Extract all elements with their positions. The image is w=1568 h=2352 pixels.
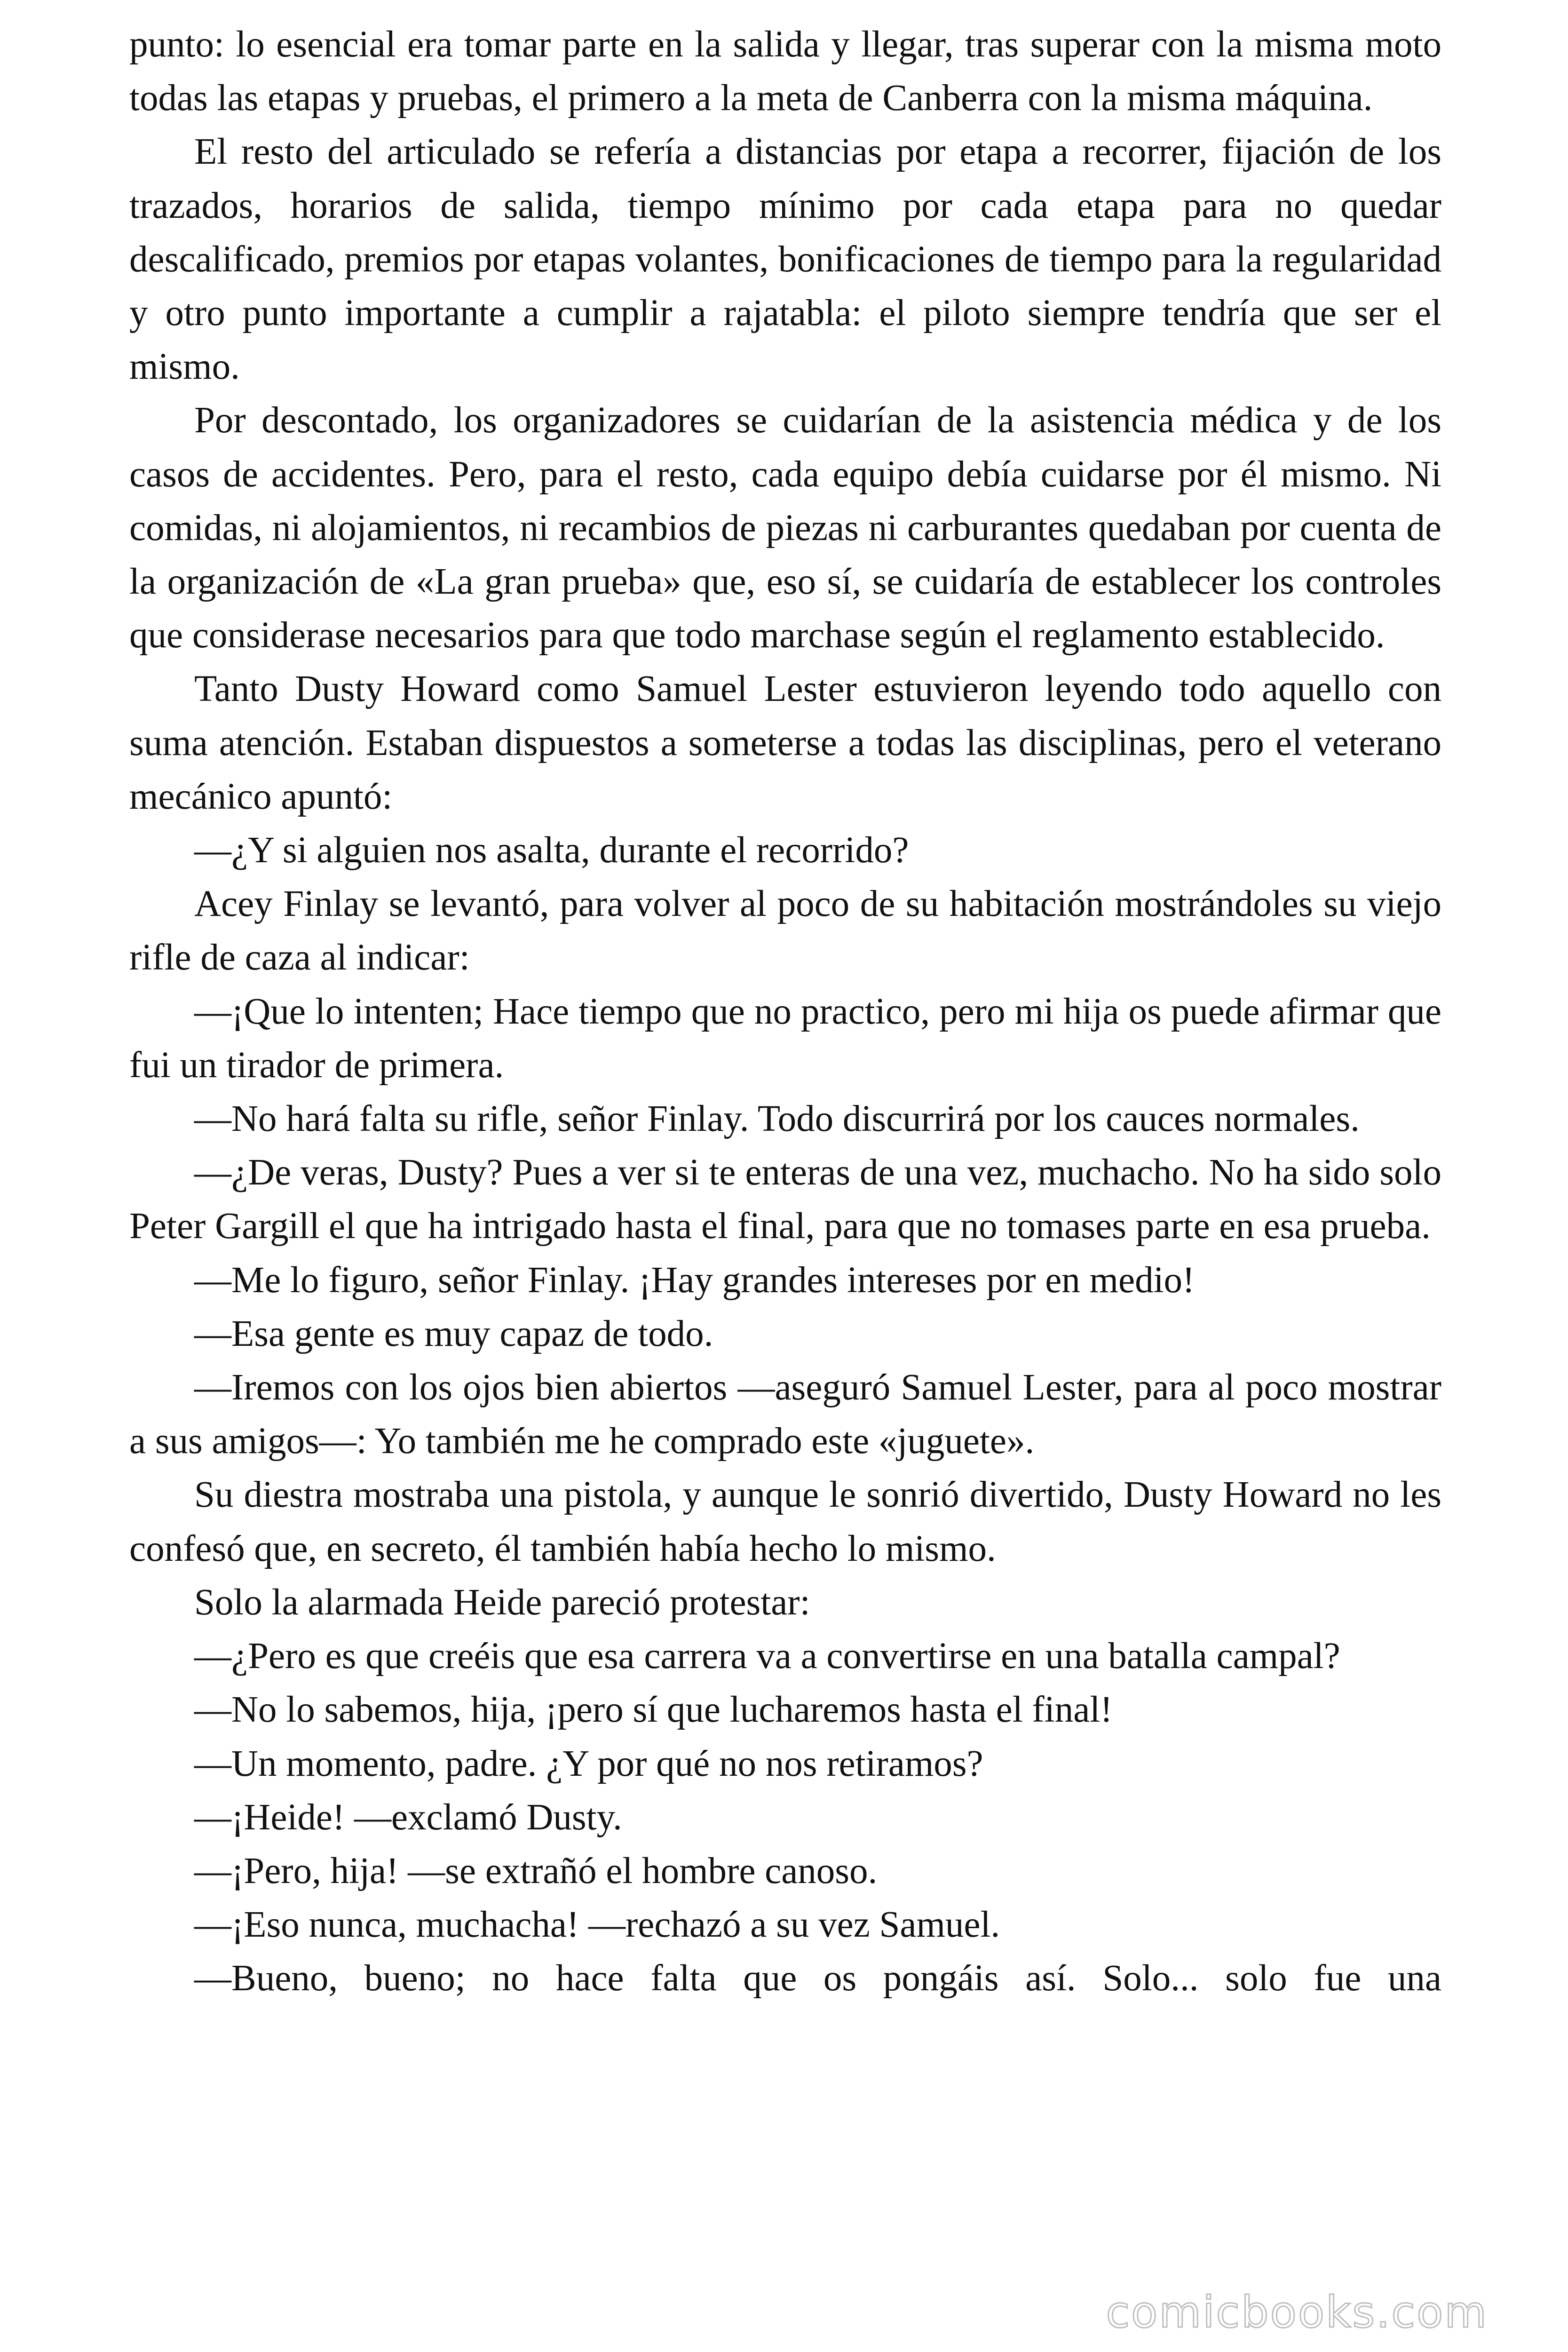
paragraph: —No lo sabemos, hija, ¡pero sí que lucharemos hasta el final! (194, 1689, 1113, 1731)
watermark: comicbooks.com (1106, 2287, 1488, 2337)
paragraph: —¿De veras, Dusty? Pues a ver si te enteras de una vez, muchacho. No ha sido solo Peter Gargill el que ha intrigado hasta el final, para que no tomases parte en esa prueba. (129, 1152, 1441, 1247)
paragraph: Su diestra mostraba una pistola, y aunque le sonrió divertido, Dusty Howard no les confesó que, en secreto, él también había hecho lo mismo. (129, 1474, 1441, 1569)
paragraph: —¡Eso nunca, muchacha! —rechazó a su vez Samuel. (194, 1904, 1000, 1946)
paragraph: —Iremos con los ojos bien abiertos —aseguró Samuel Lester, para al poco mostrar a sus amigos—: Yo también me he comprado este «juguete». (129, 1367, 1441, 1462)
paragraph: —¡Pero, hija! —se extrañó el hombre canoso. (194, 1850, 878, 1891)
paragraph: —Esa gente es muy capaz de todo. (194, 1313, 713, 1354)
paragraph: —Me lo figuro, señor Finlay. ¡Hay grandes intereses por en medio! (194, 1259, 1195, 1301)
paragraph: Tanto Dusty Howard como Samuel Lester estuvieron leyendo todo aquello con suma atención. Estaban dispuestos a someterse a todas las disciplinas, pero el veterano mecánico apuntó: (129, 668, 1441, 817)
paragraph: El resto del articulado se refería a distancias por etapa a recorrer, fijación de los trazados, horarios de salida, tiempo mínimo por cada etapa para no quedar descalificado, premios por etapas volantes, bonificaciones de tiempo para la regularidad y otro punto importante a cumplir a rajatabla: el piloto siempre tendría que ser el mismo. (129, 131, 1441, 388)
paragraph: —¡Que lo intenten; Hace tiempo que no practico, pero mi hija os puede afirmar que fui un tirador de primera. (129, 991, 1441, 1086)
paragraph: —¿Pero es que creéis que esa carrera va a convertirse en una batalla campal? (194, 1636, 1340, 1677)
paragraph: Por descontado, los organizadores se cuidarían de la asistencia médica y de los casos de accidentes. Pero, para el resto, cada equipo debía cuidarse por él mismo. Ni comidas, ni alojamientos, ni recambios de piezas ni carburantes quedaban por cuenta de la organización de «La gran prueba» que, eso sí, se cuidaría de establecer los controles que considerase necesarios para que todo marchase según el reglamento establecido. (129, 400, 1441, 656)
page-body (129, 18, 1441, 2006)
paragraph: punto: lo esencial era tomar parte en la salida y llegar, tras superar con la misma moto todas las etapas y pruebas, el primero a la meta de Canberra con la misma máquina. (129, 24, 1441, 119)
paragraph: —¡Heide! —exclamó Dusty. (194, 1796, 622, 1838)
paragraph: Acey Finlay se levantó, para volver al poco de su habitación mostrándoles su viejo rifle de caza al indicar: (129, 883, 1441, 978)
paragraph: —No hará falta su rifle, señor Finlay. Todo discurrirá por los cauces normales. (194, 1098, 1360, 1140)
paragraph: Solo la alarmada Heide pareció protestar: (194, 1581, 810, 1623)
paragraph: —¿Y si alguien nos asalta, durante el recorrido? (194, 830, 909, 871)
paragraph: —Un momento, padre. ¿Y por qué no nos retiramos? (194, 1743, 983, 1784)
paragraph-continued: —Bueno, bueno; no hace falta que os pongáis así. Solo... solo fue una (194, 1958, 1441, 1999)
